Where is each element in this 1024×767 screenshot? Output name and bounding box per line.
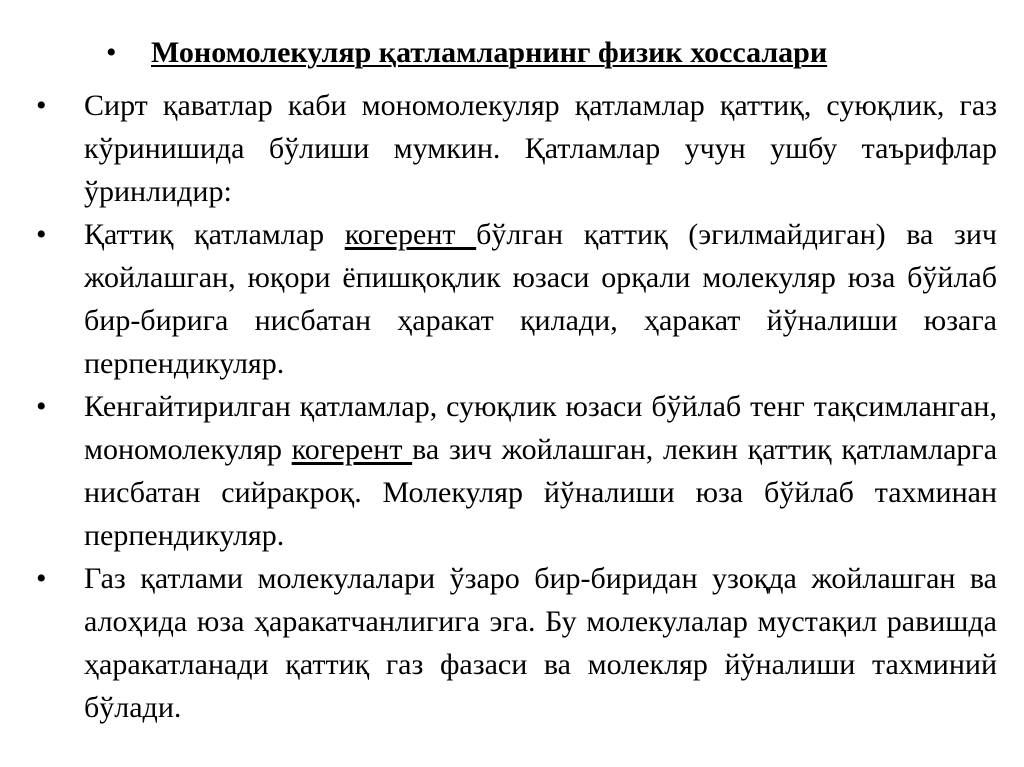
title-row (106, 30, 1006, 76)
paragraph-text-before: Қаттиқ қатламлар (84, 218, 345, 251)
paragraph-bullet: • (36, 218, 47, 251)
paragraph-expanded-layers (36, 385, 998, 557)
paragraph-bullet: • (36, 390, 47, 423)
paragraph-gas-layers (36, 557, 997, 729)
title-bullet: • (106, 36, 117, 69)
paragraph-text: Сирт қаватлар каби мономолекуляр қатламлар қаттиқ, суюқлик, газ кўринишида бўлиши мумкин. Қатламлар учун ушбу таърифлар ўринлидир: (84, 89, 997, 208)
paragraph-text-after: ва зич жойлашган, лекин қаттиқ қатламларга нисбатан сийракроқ. Молекуляр йўналиши юза бўйлаб тахминан перпендикуляр. (84, 433, 998, 552)
paragraph-text-after: бўлган қаттиқ (эгилмайдиган) ва зич жойлашган, юқори ёпишқоқлик юзаси орқали молекуляр юза бўйлаб бир-бирига нисбатан ҳаракат қилади, ҳаракат йўналиши юзага перпендикуляр. (84, 218, 998, 380)
slide-title: Мономолекуляр қатламларнинг физик хоссалари (151, 36, 828, 69)
paragraph-surface-layers (36, 84, 997, 213)
paragraph-bullet: • (36, 562, 47, 595)
underlined-term: когерент (291, 433, 413, 466)
paragraph-text-before: Кенгайтирилган қатламлар, суюқлик юзаси бўйлаб тенг тақсимланган, мономолекуляр (84, 390, 997, 466)
paragraph-solid-layers (36, 213, 998, 385)
paragraph-bullet: • (36, 89, 47, 122)
paragraph-text: Газ қатлами молекулалари ўзаро бир-биридан узоқда жойлашган ва алоҳида юза ҳаракатчанлигига эга. Бу молекулалар мустақил равишда ҳаракатланади қаттиқ газ фазаси ва молекляр йўналиши тахминий бўлади. (84, 562, 997, 724)
underlined-term: когерент (344, 218, 477, 251)
